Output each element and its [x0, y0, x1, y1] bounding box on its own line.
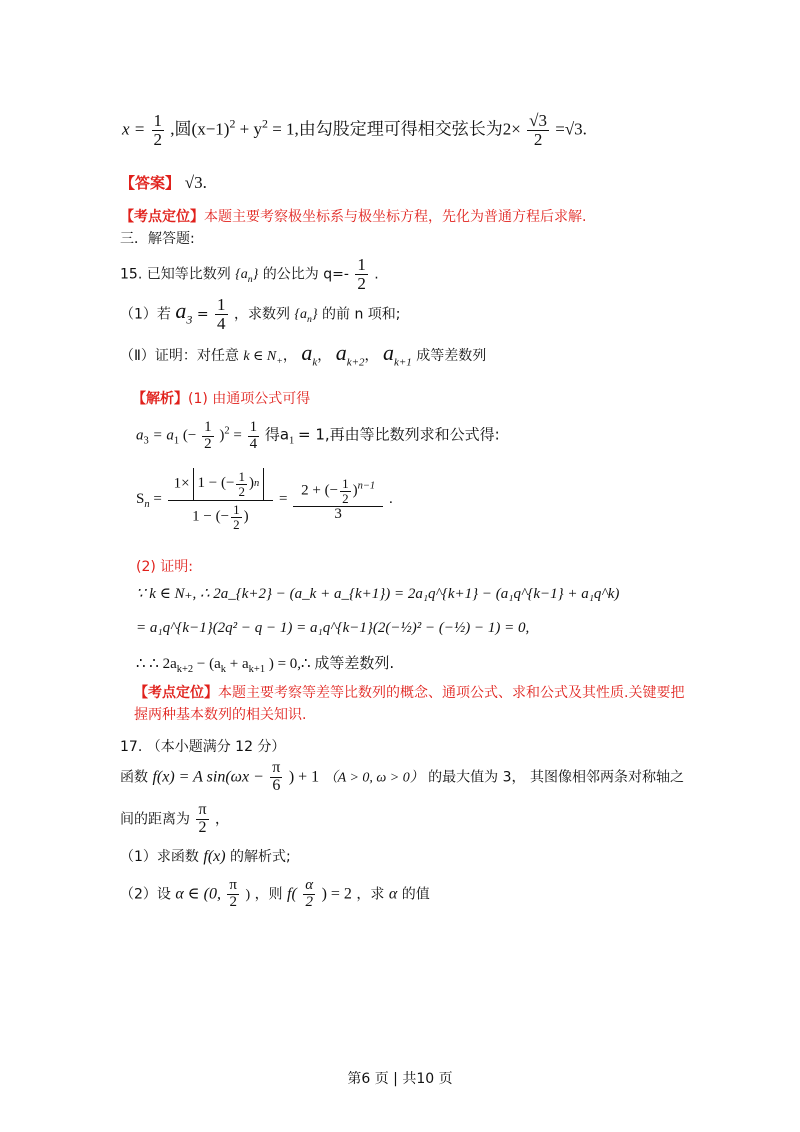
den: 2 [238, 483, 245, 499]
text: 1 − (− [197, 475, 235, 492]
text: ) = 2 [321, 885, 352, 903]
num: 1 [357, 255, 366, 274]
sub: k+2 [176, 664, 194, 675]
note-kaodian-2-cont: 握两种基本数列的相关知识. [134, 707, 307, 723]
sub: + [276, 355, 283, 367]
answer-line [120, 172, 207, 193]
num [293, 477, 383, 506]
proof-line-1: ∵ k ∈ N₊, ∴ 2a_{k+2} − (a_k + a_{k+1}) = 2a₁q^{k+1} − (a₁q^{k−1} + a₁q^k) [136, 586, 620, 602]
sub: 1 [173, 435, 180, 447]
num: 1 [342, 476, 349, 492]
bracket: 1 − (− $\frac{1}{2}$ ) n [193, 468, 265, 500]
text: 15. 已知等比数列 [120, 266, 231, 283]
proof-line-2: = a₁q^{k−1}(2q² − q − 1) = a₁q^{k−1}(2(−½)² − (−½) − 1) = 0, [136, 620, 530, 636]
fraction [303, 878, 315, 911]
num: π [198, 801, 207, 818]
text: 的前 n 项和; [322, 306, 401, 323]
text: = a [152, 427, 174, 444]
sup: 2 [262, 116, 268, 131]
den: 2 [204, 435, 212, 452]
text: ) + 1 [288, 768, 320, 786]
text: = [196, 306, 209, 323]
answer-value: √3. [184, 173, 207, 192]
text: . [374, 266, 379, 283]
text: 的值 [401, 886, 430, 903]
num: 1 [204, 419, 212, 435]
text: } [311, 307, 318, 323]
sub: k [220, 664, 227, 675]
den: 6 [272, 776, 281, 794]
text: ) [248, 475, 254, 492]
text: f( [287, 885, 297, 903]
text: + a [229, 656, 249, 672]
text: ， [364, 348, 379, 364]
text: {a [235, 267, 248, 283]
text: a [301, 340, 313, 365]
text: α [388, 885, 398, 903]
num: 1 [238, 469, 245, 484]
den: 2 [153, 129, 163, 149]
text: =√3. [555, 119, 587, 139]
question-15-part1 [120, 296, 401, 333]
fraction [236, 470, 247, 498]
fraction-big [293, 477, 383, 522]
fraction [248, 420, 260, 453]
text: a [136, 427, 144, 444]
sup: 2 [224, 425, 230, 437]
text: a [335, 340, 347, 365]
sub: k+1 [393, 356, 412, 369]
proof-header: (2) 证明: [136, 559, 193, 575]
text: 函数 [120, 769, 148, 786]
question-17-title: 17. （本小题满分 12 分） [120, 739, 286, 755]
num: √3 [529, 111, 547, 130]
note-kaodian-1 [120, 206, 586, 226]
ak2 [335, 340, 365, 369]
note-tag: 【考点定位】 [134, 685, 218, 701]
fraction [340, 477, 351, 505]
fraction-big [168, 468, 274, 532]
text: ， [282, 348, 297, 364]
question-15-part2 [120, 340, 487, 369]
text: 成等差数列. [314, 654, 395, 672]
note-text: 本题主要考察等差等比数列的概念、通项公式、求和公式及其性质.关键要把 [218, 685, 685, 701]
text: （2）设 [120, 886, 171, 903]
text: k ∈ N [243, 349, 277, 364]
text: {a [294, 307, 308, 323]
sub: 1 [289, 435, 295, 447]
solution-header [132, 388, 310, 408]
den: 2 [198, 818, 207, 836]
den: 2 [342, 490, 349, 506]
text: } [252, 267, 259, 283]
text: (− [182, 427, 197, 444]
text: = [233, 427, 246, 444]
note-tag: 【考点定位】 [120, 209, 204, 225]
fraction [355, 256, 368, 293]
num: 1 [153, 111, 163, 130]
solution-eq-sn [136, 468, 393, 532]
sub: n [144, 499, 150, 511]
fraction [231, 503, 242, 531]
text: （A > 0, ω > 0） [323, 770, 424, 786]
text: . [388, 491, 393, 508]
text: S [136, 491, 145, 508]
num [168, 468, 274, 501]
sub: n [307, 314, 312, 326]
text: = 1,再由等比数列求和公式得: [298, 425, 500, 444]
answer-tag: 【答案】 [120, 174, 181, 192]
seq [294, 307, 318, 326]
text: ) = 0,∴ [268, 656, 315, 672]
page-footer: 第6 页 | 共10 页 [347, 1071, 453, 1087]
text: ,圆(x−1) [170, 119, 230, 139]
text: = [278, 491, 288, 508]
fraction [152, 112, 165, 149]
note-text: 本题主要考察极坐标系与极坐标方程，先化为普通方程后求解. [204, 209, 587, 225]
text: （1）求函数 [120, 849, 199, 865]
sub: k+1 [248, 664, 266, 675]
den: 2 [305, 893, 313, 910]
solution-eq-1 [136, 420, 500, 453]
text: = [153, 491, 162, 508]
cond [243, 349, 283, 367]
den: 2 [233, 516, 240, 532]
text: − (a [196, 656, 221, 672]
text: ) [352, 482, 358, 499]
fraction [270, 760, 282, 795]
sol-tag: 【解析】 [132, 391, 188, 407]
question-15 [120, 256, 379, 293]
fraction [196, 802, 208, 837]
num: π [272, 759, 281, 776]
text: a [382, 340, 394, 365]
num: 1 [249, 419, 258, 435]
text: + y [239, 119, 262, 139]
sub: 3 [143, 435, 149, 447]
den: 2 [357, 273, 366, 293]
sup: n−1 [357, 480, 376, 492]
sol-text: (1) 由通项公式可得 [188, 391, 311, 407]
text: ) [245, 887, 251, 903]
section-title: 三．解答题: [120, 231, 195, 247]
den: 2 [229, 893, 237, 910]
num: α [305, 877, 314, 893]
fraction [527, 112, 549, 149]
text: （1）若 [120, 306, 171, 323]
fraction [215, 296, 228, 333]
proof-line-3 [136, 652, 394, 673]
text: f(x) = A sin(ωx − [152, 768, 264, 786]
note-kaodian-2 [134, 682, 684, 702]
text: 1× [173, 475, 190, 492]
text: 的解析式; [230, 849, 291, 865]
text: x = [122, 119, 150, 139]
den [190, 501, 250, 531]
question-17-body [120, 760, 684, 795]
question-17-body2 [120, 802, 229, 837]
seq [235, 267, 259, 286]
sub: k+2 [346, 356, 365, 369]
text: 成等差数列 [416, 348, 487, 364]
text: = 1,由勾股定理可得相交弦长为2× [272, 119, 521, 139]
text: α ∈ (0, [175, 885, 221, 903]
num: 1 [217, 295, 226, 314]
text: ∴ ∴ 2a [136, 656, 177, 672]
line-chord-length [122, 112, 587, 149]
ak [301, 340, 318, 369]
den: 4 [217, 313, 226, 333]
sup: 2 [229, 116, 236, 131]
den: 4 [249, 435, 258, 452]
sub: 3 [186, 312, 193, 327]
text: ， [214, 811, 229, 828]
text: f(x) [203, 848, 226, 865]
question-17-part2 [120, 878, 430, 911]
text: 的公比为 q=- [262, 266, 349, 283]
text: ，求 [356, 886, 385, 903]
sub: k [312, 356, 318, 369]
text: ，求数列 [233, 306, 290, 323]
question-17-part1 [120, 846, 291, 866]
text: （Ⅱ）证明：对任意 [120, 348, 239, 364]
text: ) [243, 508, 249, 525]
num: π [229, 877, 237, 893]
fraction [227, 878, 239, 911]
text: 1 − (− [192, 508, 230, 525]
text: 得a [264, 425, 290, 444]
text: 的最大值为 3， 其图像相邻两条对称轴之 [428, 769, 684, 786]
den: 2 [533, 129, 543, 149]
text: 2 + (− [301, 482, 339, 499]
den: 3 [334, 505, 342, 522]
text: ， [317, 348, 332, 364]
ak1 [382, 340, 412, 369]
a3 [175, 298, 193, 327]
num: 1 [233, 502, 240, 518]
text: 间的距离为 [120, 811, 190, 828]
text: ) [219, 427, 225, 444]
fraction [202, 420, 214, 453]
text: ，则 [254, 886, 283, 903]
text: a [175, 298, 187, 324]
sub: n [247, 274, 253, 286]
